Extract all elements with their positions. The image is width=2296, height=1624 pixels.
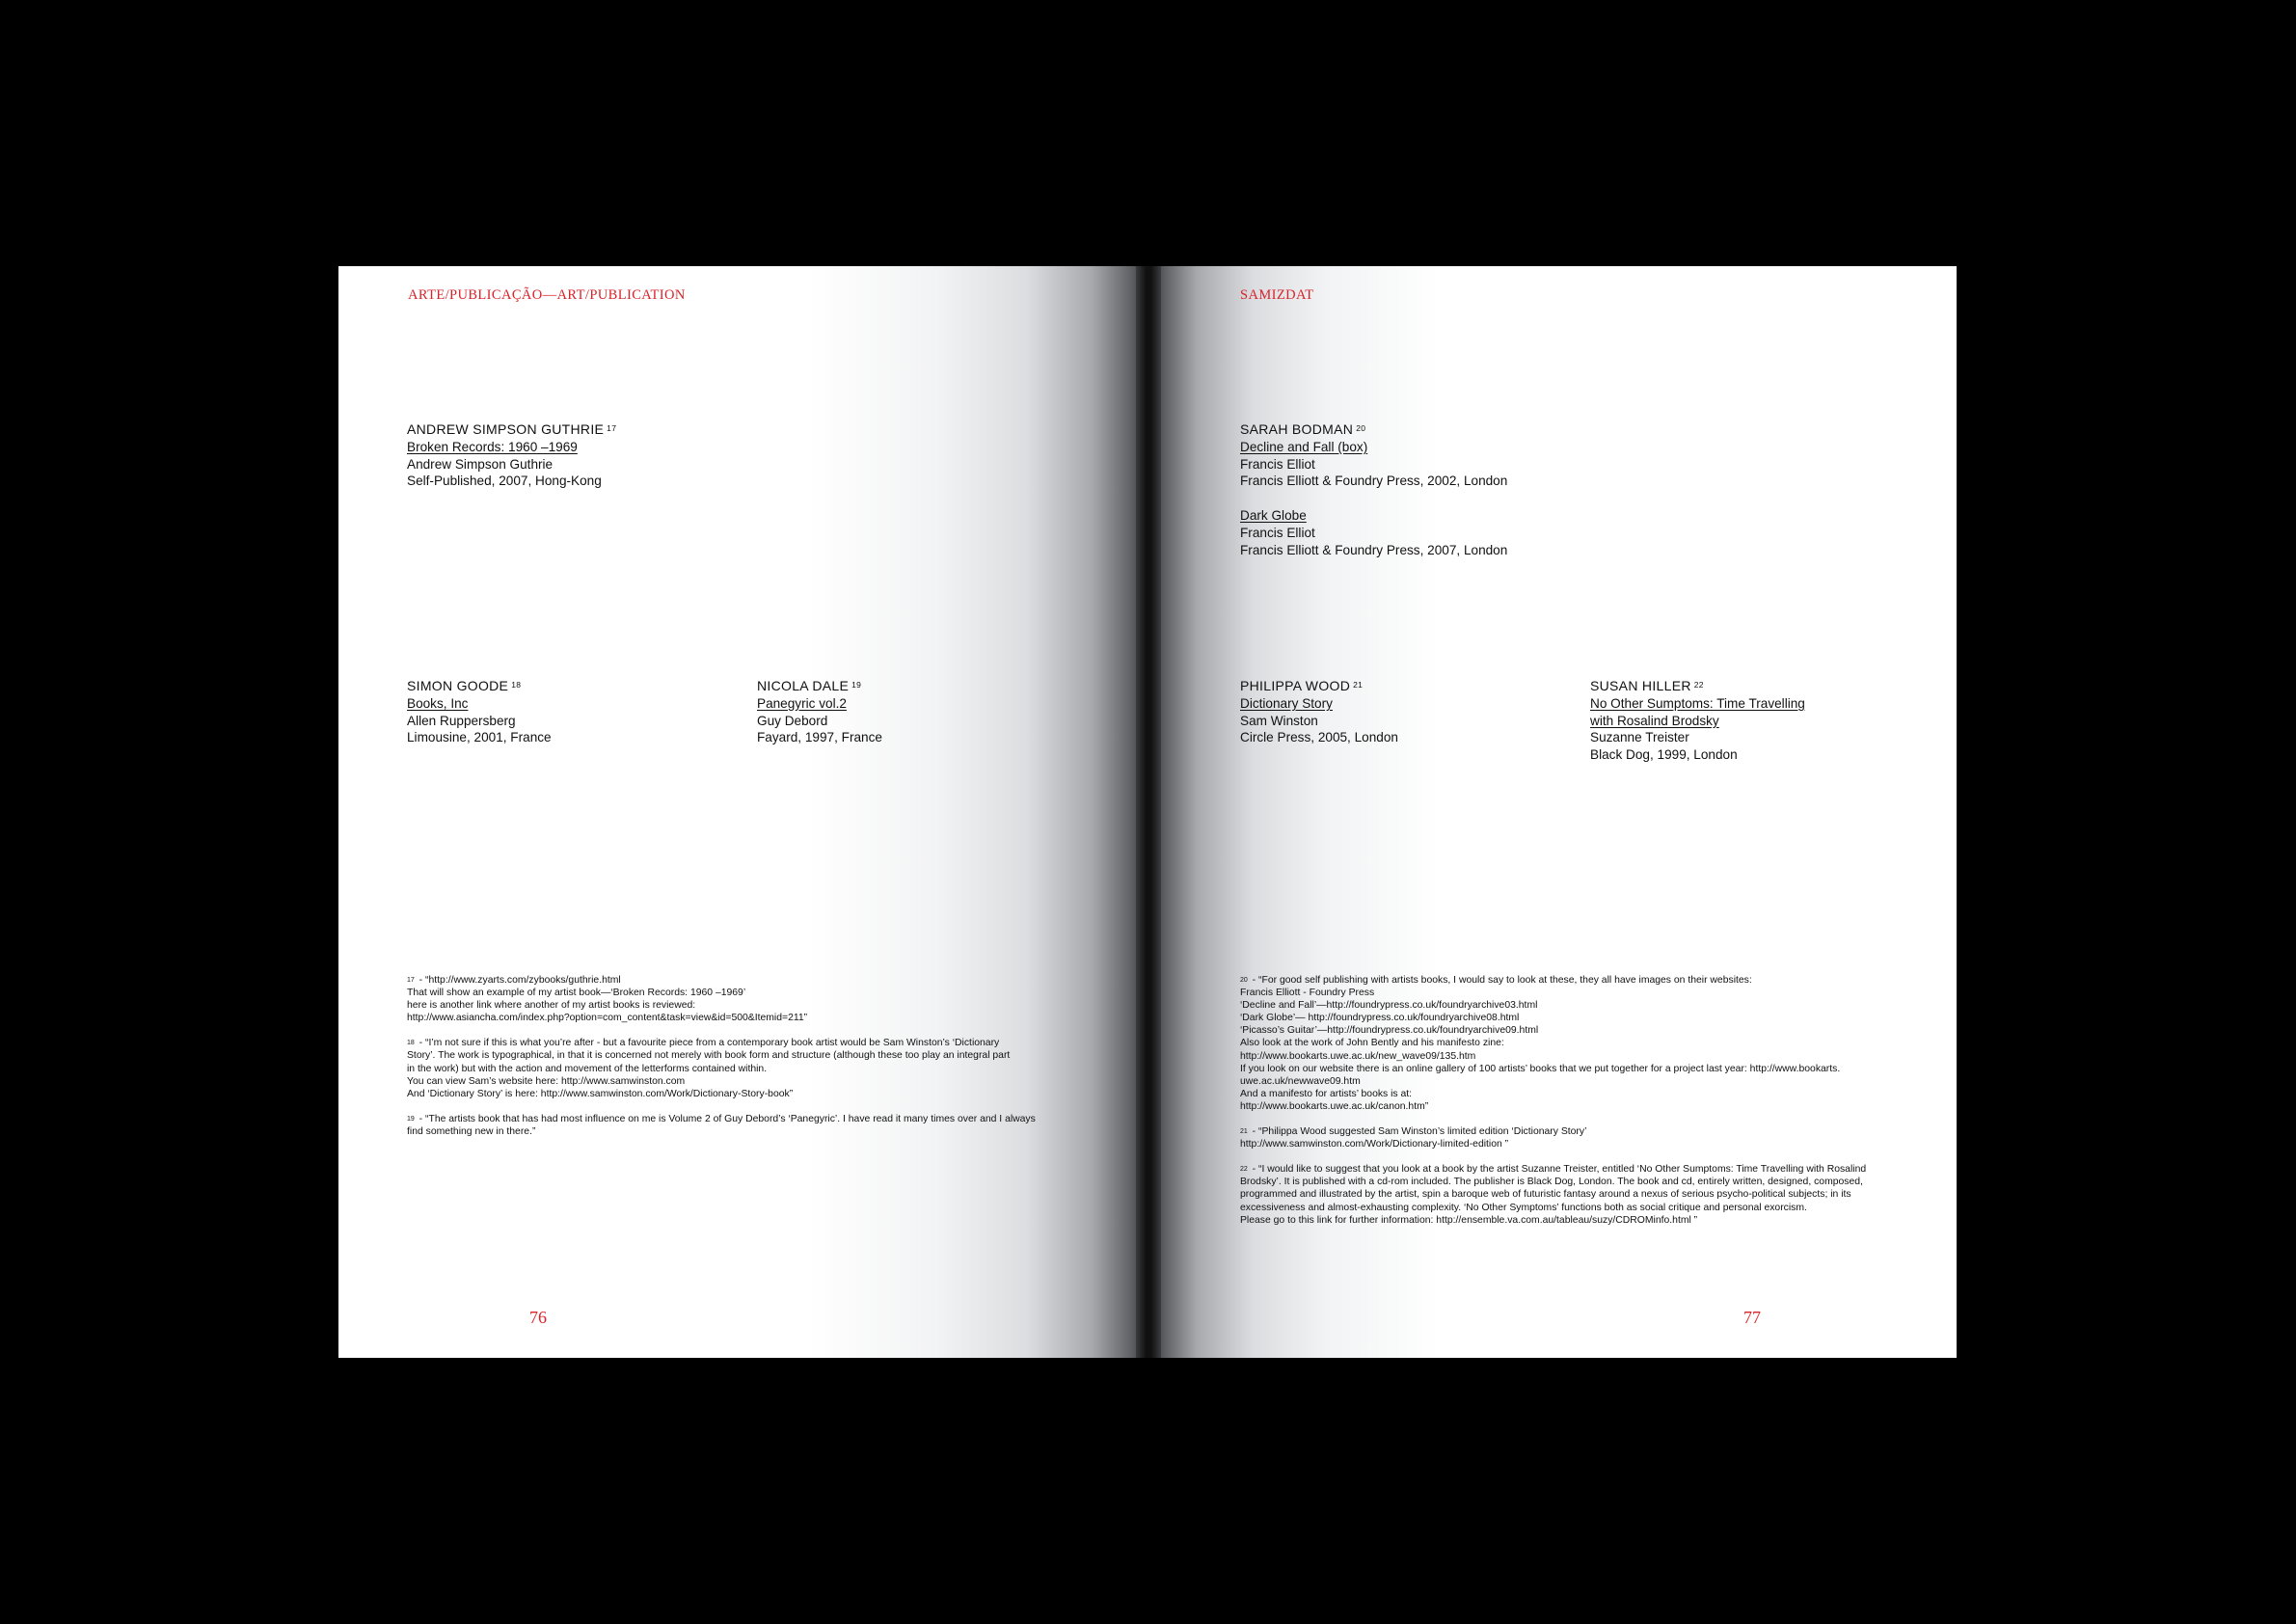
book-author: Andrew Simpson Guthrie <box>407 456 554 472</box>
book-title: Dictionary Story <box>1240 695 1333 711</box>
footnote: $^{20}$ - “For good self publishing with artists books, I would say to look at these, they all have images on their websites: Francis Elliott - Foundry Press ‘Decline and Fall’—http://foundrypress.co.uk/foundryarchive03.html ‘Dark Globe’— http://foundrypress.co.uk/foundryarchive08.html ‘Picasso’s Guitar’—http://foundrypress.co.uk/foundryarchive09.html Also look at the work of John Bently and his manifesto zine: http://www.bookarts.uwe.ac.uk/new_wave09/135.htm If you look on our website there is an online gallery of 100 artists’ books that we put together for a project last year: http://www.bookarts. uwe.ac.uk/newwave09.htm And a manifesto for artists’ books is at: http://www.bookarts.uwe.ac.uk/canon.htm” <box>1240 975 1841 1112</box>
page-number: 76 <box>529 1308 547 1327</box>
book-entry <box>757 678 1085 746</box>
book-publisher: Black Dog, 1999, London <box>1590 747 1738 763</box>
artist-name: SUSAN HILLER $^{22}$ <box>1590 678 1704 693</box>
book-entry <box>1240 678 1568 746</box>
artist-name: ANDREW SIMPSON GUTHRIE $^{17}$ <box>407 421 617 437</box>
artist-name: SIMON GOODE $^{18}$ <box>407 678 522 693</box>
book-publisher: Fayard, 1997, France <box>757 730 882 745</box>
running-head: ARTE/PUBLICAÇÃO—ART/PUBLICATION <box>408 287 686 303</box>
book-author: Sam Winston <box>1240 713 1318 728</box>
left-page <box>338 266 1148 1358</box>
book-publisher: Francis Elliott & Foundry Press, 2007, London <box>1240 542 1508 557</box>
artist-name: NICOLA DALE $^{19}$ <box>757 678 862 693</box>
book-author: Francis Elliot <box>1240 456 1315 472</box>
book-spine <box>1136 266 1161 1358</box>
book-author: Francis Elliot <box>1240 525 1315 540</box>
footnotes <box>1240 974 1925 1239</box>
book-publisher: Circle Press, 2005, London <box>1240 730 1398 745</box>
footnote: $^{18}$ - “I’m not sure if this is what you’re after - but a favourite piece from a contemporary book artist would be Sam Winston’s ‘Dictionary Story’. The work is typographical, in that it is concerned not merely with book form and structure (although these too play an integral part in the work) but with the action and movement of the letterforms contained within. You can view Sam’s website here: http://www.samwinston.com And ‘Dictionary Story’ is here: http://www.samwinston.com/Work/Dictionary-Story-book” <box>407 1038 1011 1099</box>
spacer <box>1240 490 1626 507</box>
book-author: Guy Debord <box>757 713 828 728</box>
artist-name: PHILIPPA WOOD $^{21}$ <box>1240 678 1364 693</box>
book-title: Panegyric vol.2 <box>757 695 847 711</box>
footnote: $^{19}$ - “The artists book that has had most influence on me is Volume 2 of Guy Debord’s ‘Panegyric’. I have read it many times over and I always find something new in there.” <box>407 1113 1036 1137</box>
book-title: Broken Records: 1960 –1969 <box>407 439 578 454</box>
book-publisher: Self-Published, 2007, Hong-Kong <box>407 474 602 489</box>
footnotes <box>407 974 1101 1150</box>
book-author: Allen Ruppersberg <box>407 713 516 728</box>
book-title: Decline and Fall (box) <box>1240 439 1368 454</box>
book-entry <box>407 678 735 746</box>
artist-name: SARAH BODMAN $^{20}$ <box>1240 421 1366 437</box>
book-publisher: Limousine, 2001, France <box>407 730 552 745</box>
footnote: $^{17}$ - “http://www.zyarts.com/zybooks/guthrie.html That will show an example of my artist book—‘Broken Records: 1960 –1969’ here is another link where another of my artist books is reviewed: http://www.asiancha.com/index.php?option=com_content&task=view&id=500&Itemid=211” <box>407 975 808 1024</box>
running-head: SAMIZDAT <box>1240 287 1314 303</box>
footnote: $^{22}$ - “I would like to suggest that you look at a book by the artist Suzanne Treister, entitled ‘No Other Sumptoms: Time Travelling with Rosalind Brodsky’. It is published with a cd-rom included. The publisher is Black Dog, London. The book and cd, entirely written, designed, composed, programmed and illustrated by the artist, spin a baroque web of futuristic fantasy around a nexus of serious psycho-political subjects; in its excessiveness and almost-exhausting complexity. ‘No Other Symptoms’ functions both as social critique and personal exorcism. Please go to this link for further information: http://ensemble.va.com.au/tableau/suzy/CDROMinfo.html ” <box>1240 1164 1867 1226</box>
book-publisher: Francis Elliott & Foundry Press, 2002, London <box>1240 474 1508 489</box>
page-number: 77 <box>1743 1308 1761 1327</box>
right-page <box>1148 266 1957 1358</box>
book-title-cont: with Rosalind Brodsky <box>1590 713 1719 728</box>
book-entry <box>407 421 735 490</box>
book-entry <box>1240 421 1626 559</box>
book-title: Books, Inc <box>407 695 469 711</box>
book-author: Suzanne Treister <box>1590 730 1689 745</box>
book-title: No Other Sumptoms: Time Travelling <box>1590 695 1805 711</box>
book-title: Dark Globe <box>1240 508 1307 524</box>
book-entry <box>1590 678 1879 764</box>
footnote: $^{21}$ - “Philippa Wood suggested Sam Winston’s limited edition ‘Dictionary Story’ http://www.samwinston.com/Work/Dictionary-limited-edition ” <box>1240 1126 1587 1150</box>
